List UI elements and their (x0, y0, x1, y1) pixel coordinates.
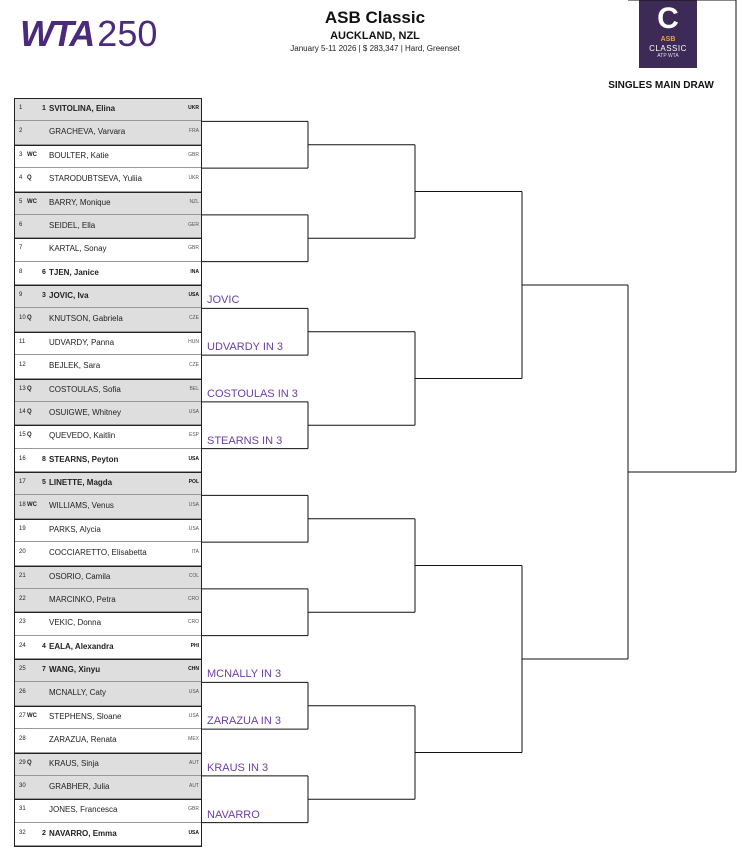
country-code: MEX (188, 736, 199, 743)
tournament-location: AUCKLAND, NZL (330, 30, 420, 42)
round1-winner: STEARNS IN 3 (207, 434, 283, 447)
country-code: USA (188, 712, 199, 719)
draw-position: 32 (19, 829, 26, 836)
country-code: FRA (189, 128, 199, 135)
player-row (15, 706, 201, 729)
draw-position: 23 (19, 619, 26, 626)
draw-position: 28 (19, 736, 26, 743)
entry-tag: Q (27, 385, 32, 392)
country-code: CRO (187, 595, 199, 602)
draw-position: 24 (19, 642, 26, 649)
entry-tag: WC (27, 151, 37, 158)
seed-number: 7 (42, 666, 46, 673)
player-name: BOULTER, Katie (49, 150, 109, 160)
round1-winner: JOVIC (207, 294, 240, 307)
player-row (15, 799, 201, 822)
player-row (15, 402, 201, 425)
draw-position: 14 (19, 408, 26, 415)
country-code: COL (188, 572, 199, 579)
player-row (15, 425, 201, 448)
player-name: PARKS, Alycia (49, 524, 101, 534)
draw-position: 22 (19, 595, 26, 602)
country-code: CZE (189, 362, 199, 369)
player-name: BARRY, Monique (49, 197, 111, 207)
player-name: TJEN, Janice (49, 267, 99, 277)
player-row (15, 753, 201, 776)
entry-tag: Q (27, 432, 32, 439)
entry-tag: WC (27, 198, 37, 205)
country-code: GBR (188, 806, 199, 813)
player-name: SVITOLINA, Elina (49, 104, 116, 113)
draw-position: 8 (19, 268, 23, 275)
tournament-title: ASB Classic (324, 8, 426, 27)
draw-position: 5 (19, 198, 23, 205)
draw-position: 25 (19, 666, 26, 672)
player-row (15, 776, 201, 799)
player-row (15, 823, 201, 846)
country-code: USA (188, 292, 199, 298)
seed-number: 6 (42, 268, 46, 276)
player-row (15, 238, 201, 261)
player-row (15, 495, 201, 518)
round1-winner: ZARAZUA IN 3 (207, 715, 281, 728)
draw-position: 30 (19, 782, 26, 789)
player-row (15, 192, 201, 215)
entry-tag: Q (27, 315, 32, 322)
entry-tag: WC (27, 502, 37, 509)
draw-position: 20 (19, 549, 26, 556)
country-code: BEL (189, 385, 199, 392)
player-name: WILLIAMS, Venus (49, 501, 114, 511)
country-code: INA (190, 268, 199, 275)
player-name: KARTAL, Sonay (49, 244, 107, 254)
seed-number: 2 (42, 829, 46, 837)
country-code: USA (188, 689, 199, 696)
draw-position: 6 (19, 221, 23, 228)
country-code: AUT (189, 782, 199, 789)
country-code: PHI (190, 642, 199, 649)
draw-position: 27 (19, 712, 26, 719)
draw-position: 29 (19, 759, 26, 766)
draw-position: 3 (19, 151, 23, 158)
player-row (15, 519, 201, 542)
player-row (15, 379, 201, 402)
player-name: QUEVEDO, Kaitlin (49, 431, 116, 441)
seed-number: 8 (42, 455, 46, 463)
country-code: NZL (189, 198, 199, 205)
round1-winner: COSTOULAS IN 3 (207, 387, 298, 400)
player-row (15, 566, 201, 589)
country-code: USA (188, 829, 199, 836)
player-name: KRAUS, Sinja (49, 758, 99, 768)
country-code: CHN (188, 666, 199, 672)
player-row (15, 729, 201, 752)
draw-position: 17 (19, 479, 26, 485)
country-code: USA (188, 502, 199, 509)
draw-position: 26 (19, 689, 26, 696)
country-code: GBR (188, 245, 199, 252)
country-code: CZE (189, 315, 199, 322)
entry-tag: Q (27, 759, 32, 766)
country-code: ESP (188, 432, 199, 439)
country-code: HUN (188, 338, 199, 345)
player-name: LINETTE, Magda (49, 478, 113, 487)
round1-winner: UDVARDY IN 3 (207, 341, 284, 354)
country-code: UKR (188, 105, 199, 111)
draw-position: 1 (19, 105, 23, 111)
entry-tag: Q (27, 175, 32, 182)
player-name: WANG, Xinyu (49, 665, 101, 674)
player-name: COCCIARETTO, Elisabetta (49, 548, 147, 558)
player-name: UDVARDY, Panna (49, 337, 115, 347)
player-name: COSTOULAS, Sofia (49, 384, 121, 394)
country-code: USA (188, 525, 199, 532)
player-row (15, 589, 201, 612)
country-code: USA (188, 408, 199, 415)
player-row (15, 332, 201, 355)
player-row (15, 121, 201, 144)
country-code: GER (188, 221, 199, 228)
player-name: NAVARRO, Emma (49, 828, 117, 838)
draw-position: 10 (19, 315, 26, 322)
player-row (15, 168, 201, 191)
player-row (15, 308, 201, 331)
player-row (15, 98, 201, 121)
player-row (15, 636, 201, 659)
player-row (15, 542, 201, 565)
player-name: GRACHEVA, Varvara (49, 127, 126, 137)
draw-position: 9 (19, 292, 23, 298)
seed-number: 3 (42, 292, 46, 299)
country-code: GBR (188, 151, 199, 158)
round1-winner: NAVARRO (207, 808, 260, 821)
player-row (15, 612, 201, 635)
draw-position: 11 (19, 338, 26, 345)
country-code: AUT (189, 759, 199, 766)
seed-number: 1 (42, 105, 46, 112)
draw-position: 31 (19, 806, 26, 813)
player-row (15, 659, 201, 682)
player-row (15, 145, 201, 168)
player-name: JOVIC, Iva (49, 291, 89, 300)
country-code: USA (188, 455, 199, 462)
draw-position: 7 (19, 245, 23, 252)
player-name: KNUTSON, Gabriela (49, 314, 123, 324)
player-name: STARODUBTSEVA, Yuliia (49, 174, 142, 184)
draw-label: SINGLES MAIN DRAW (608, 80, 714, 91)
draw-position: 21 (19, 572, 26, 579)
player-row (15, 472, 201, 495)
wta-logo-text: WTA (20, 13, 94, 54)
player-name: VEKIC, Donna (49, 618, 102, 628)
country-code: CRO (187, 619, 199, 626)
player-name: OSUIGWE, Whitney (49, 407, 122, 417)
draw-position: 2 (19, 128, 23, 135)
country-code: POL (188, 479, 199, 485)
player-name: MCNALLY, Caty (49, 688, 107, 698)
player-row (15, 285, 201, 308)
player-row (15, 262, 201, 285)
round1-winner: KRAUS IN 3 (207, 761, 269, 774)
draw-position: 19 (19, 525, 26, 532)
country-code: UKR (188, 175, 199, 182)
player-name: MARCINKO, Petra (49, 594, 116, 604)
badge-line2: CLASSIC (649, 44, 687, 53)
draw-position: 13 (19, 385, 26, 392)
country-code: ITA (191, 549, 199, 556)
tournament-info: January 5-11 2026 | $ 283,347 | Hard, Greenset (290, 44, 460, 53)
draw-position: 4 (19, 175, 23, 182)
player-name: STEPHENS, Sloane (49, 711, 122, 721)
player-name: ZARAZUA, Renata (49, 735, 117, 745)
player-name: SEIDEL, Ella (49, 220, 96, 230)
player-name: GRABHER, Julia (49, 781, 110, 791)
seed-number: 4 (42, 642, 46, 650)
player-row (15, 355, 201, 378)
badge-line3: ATP WTA (657, 53, 679, 59)
draw-position: 18 (19, 502, 26, 509)
player-name: JONES, Francesca (49, 805, 118, 815)
seed-number: 5 (42, 479, 46, 486)
player-name: STEARNS, Peyton (49, 454, 119, 464)
draw-position: 15 (19, 432, 26, 439)
wta-tier: 250 (97, 13, 158, 54)
player-row (15, 215, 201, 238)
player-row (15, 682, 201, 705)
player-name: EALA, Alexandra (49, 641, 114, 651)
badge-line1: ASB (660, 36, 676, 43)
round1-winner: MCNALLY IN 3 (207, 668, 282, 681)
badge-letter: C (657, 2, 679, 35)
player-row (15, 449, 201, 472)
player-name: OSORIO, Camila (49, 571, 111, 581)
player-name: BEJLEK, Sara (49, 361, 101, 371)
entry-tag: WC (27, 712, 37, 719)
entry-tag: Q (27, 408, 32, 415)
draw-position: 12 (19, 362, 26, 369)
draw-position: 16 (19, 455, 26, 462)
